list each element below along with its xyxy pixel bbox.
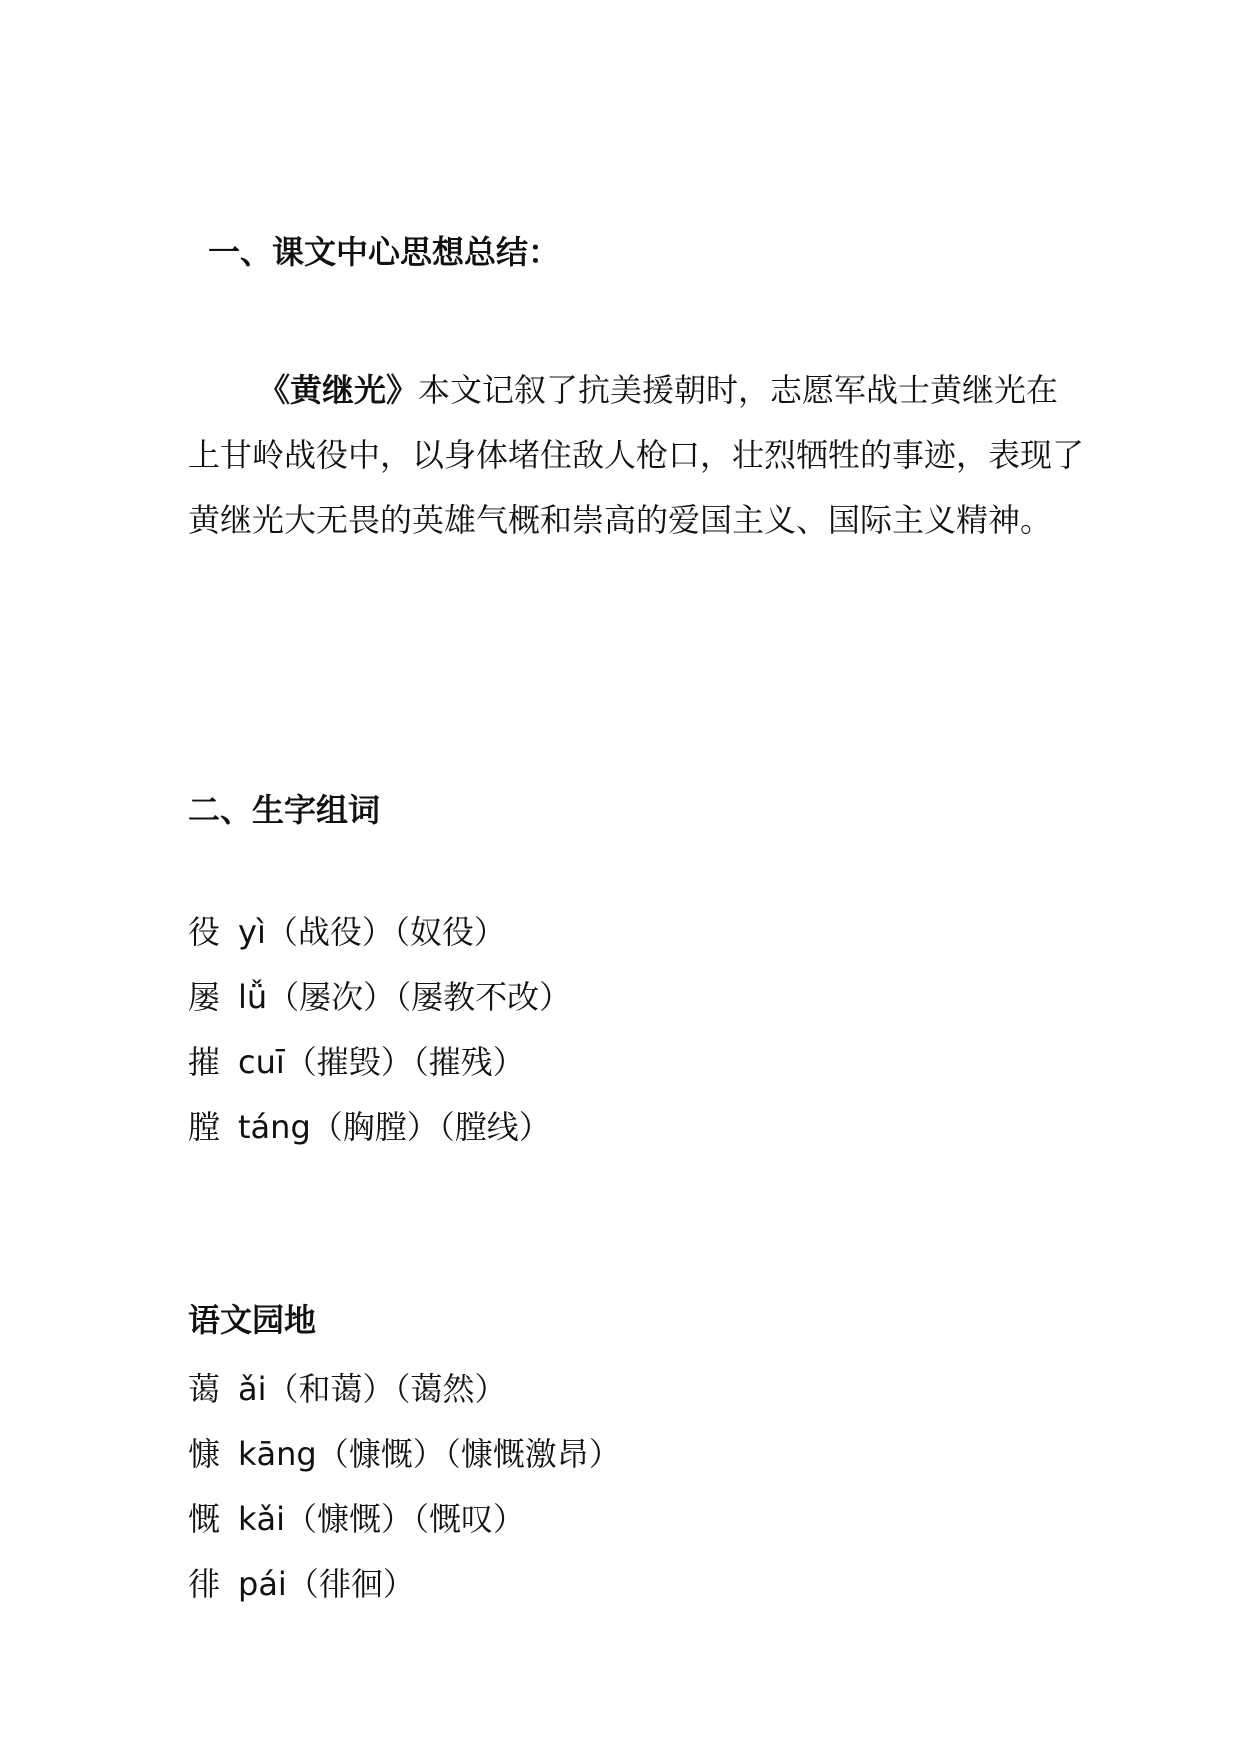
vocab-words: （摧毁）（摧残） bbox=[284, 1043, 525, 1081]
vocab-character: 蔼 bbox=[188, 1370, 221, 1408]
vocab-words: （慷慨）（慨叹） bbox=[285, 1500, 526, 1538]
vocab-pinyin: lǚ bbox=[238, 978, 268, 1016]
summary-paragraph bbox=[188, 358, 1088, 553]
vocab-item bbox=[188, 1487, 621, 1552]
new-characters-list bbox=[188, 900, 571, 1160]
section-heading-chinese-garden: 语文园地 bbox=[188, 1301, 317, 1339]
vocab-item bbox=[188, 1095, 571, 1160]
vocab-words: （和蔼）（蔼然） bbox=[266, 1370, 507, 1408]
vocab-item bbox=[188, 1552, 621, 1617]
section-heading-new-characters: 二、生字组词 bbox=[188, 791, 381, 829]
summary-text: 本文记叙了抗美援朝时，志愿军战士黄继光在上甘岭战役中，以身体堵住敌人枪口，壮烈牺牲的事迹，表现了黄继光大无畏的英雄气概和崇高的爱国主义、国际主义精神。 bbox=[188, 371, 1085, 539]
vocab-words: （慷慨）（慷慨激昂） bbox=[316, 1435, 621, 1473]
vocab-pinyin: táng bbox=[238, 1108, 311, 1146]
vocab-pinyin: yì bbox=[238, 913, 266, 951]
vocab-character: 慷 bbox=[188, 1435, 221, 1473]
vocab-item bbox=[188, 900, 571, 965]
book-title: 《黄继光》 bbox=[258, 371, 419, 409]
vocab-character: 屡 bbox=[188, 978, 221, 1016]
vocab-words: （胸膛）（膛线） bbox=[310, 1108, 551, 1146]
vocab-item bbox=[188, 1030, 571, 1095]
vocab-words: （屡次）（屡教不改） bbox=[267, 978, 572, 1016]
vocab-character: 膛 bbox=[188, 1108, 221, 1146]
vocab-character: 役 bbox=[188, 913, 221, 951]
vocab-item bbox=[188, 1357, 621, 1422]
vocab-character: 慨 bbox=[188, 1500, 221, 1538]
vocab-words: （徘徊） bbox=[286, 1565, 415, 1603]
vocab-pinyin: kāng bbox=[238, 1435, 317, 1473]
vocab-pinyin: cuī bbox=[238, 1043, 285, 1081]
vocab-character: 摧 bbox=[188, 1043, 221, 1081]
vocab-character: 徘 bbox=[188, 1565, 221, 1603]
vocab-pinyin: kǎi bbox=[238, 1500, 286, 1538]
chinese-garden-list bbox=[188, 1357, 621, 1617]
vocab-item bbox=[188, 965, 571, 1030]
vocab-item bbox=[188, 1422, 621, 1487]
vocab-pinyin: pái bbox=[238, 1565, 287, 1603]
vocab-pinyin: ǎi bbox=[238, 1370, 267, 1408]
vocab-words: （战役）（奴役） bbox=[265, 913, 506, 951]
section-heading-summary: 一、课文中心思想总结： bbox=[208, 233, 561, 271]
